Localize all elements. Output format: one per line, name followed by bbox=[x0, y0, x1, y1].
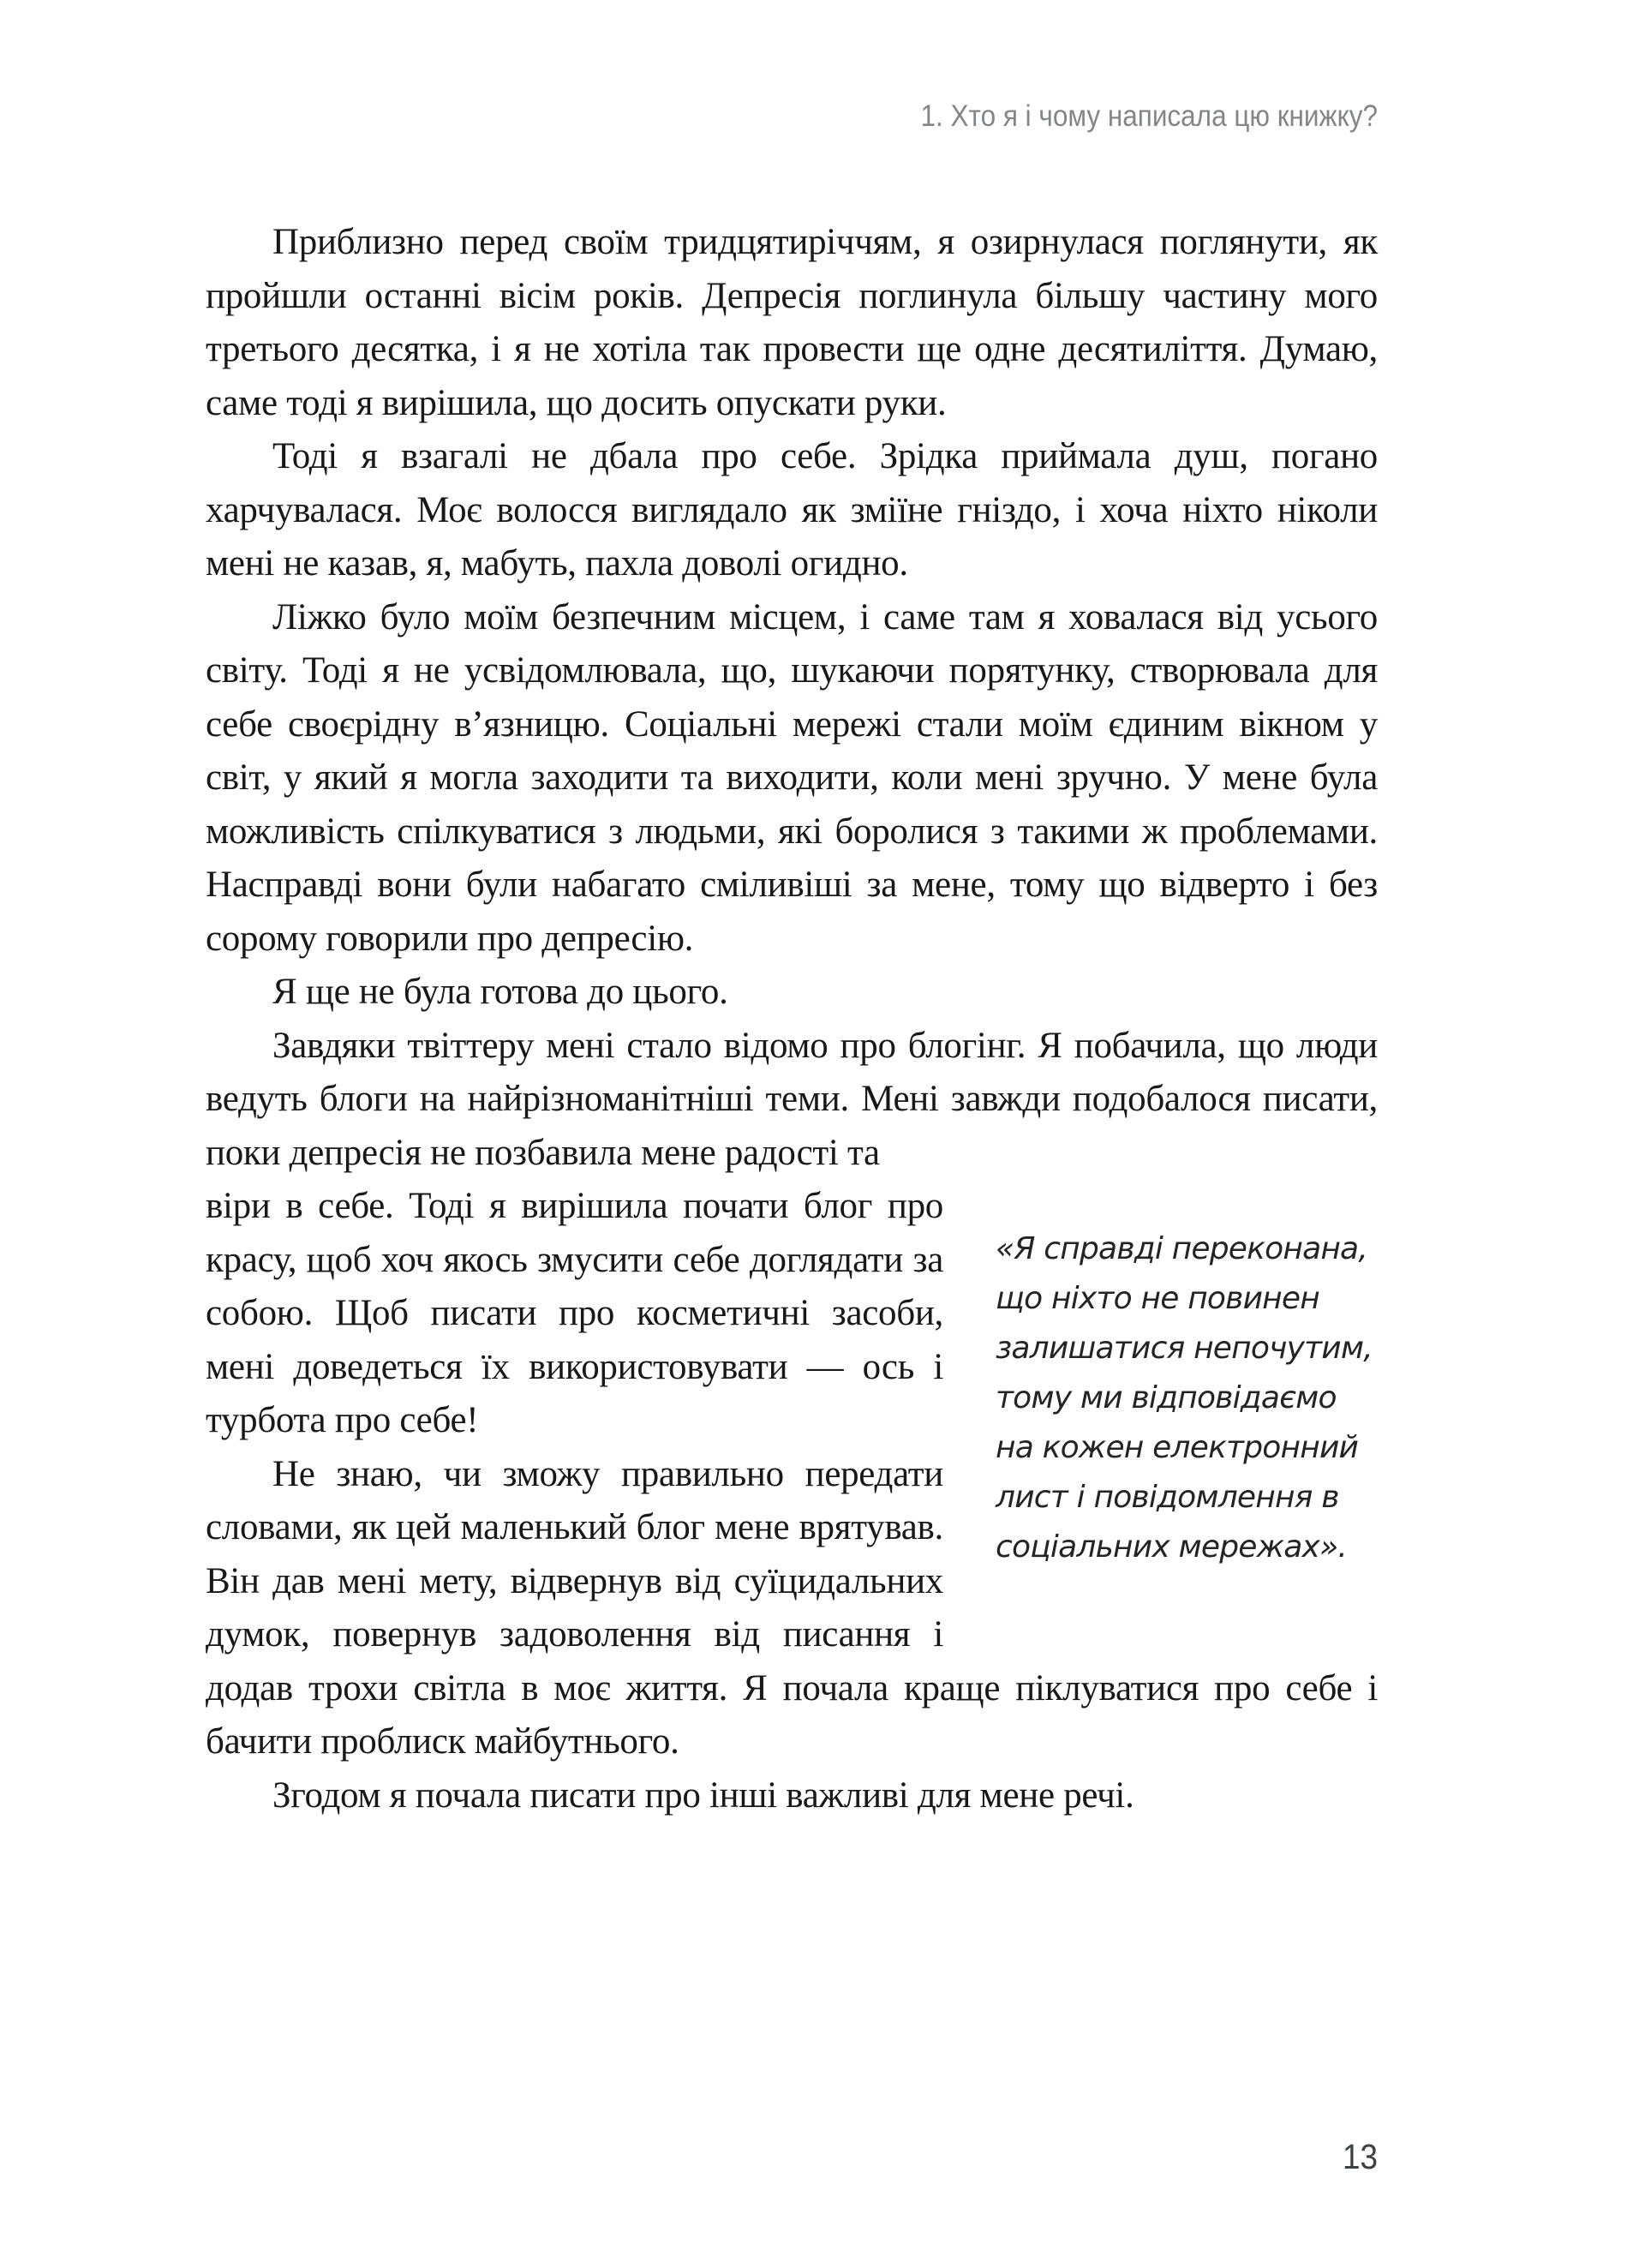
paragraph-5 bbox=[206, 1020, 1378, 1181]
paragraph-2-text: Тоді я взагалі не дбала про себе. Зрідка приймала душ, погано харчувалася. Моє волосся виглядало як зміїне гніздо, і хоча ніхто ніколи мені не казав, я, мабуть, пахла доволі огидно. bbox=[206, 436, 1378, 583]
paragraph-2 bbox=[206, 430, 1378, 591]
paragraph-1 bbox=[206, 216, 1378, 430]
paragraph-5-text: Завдяки твіттеру мені стало відомо про блогінг. Я побачила, що люди ведуть блоги на найрізноманітніші теми. Мені завжди подобалося писати, поки депресія не позбавила мене радості та bbox=[206, 1025, 1378, 1173]
text-block bbox=[206, 216, 1378, 1822]
paragraph-1-text: Приблизно перед своїм тридцятиріччям, я озирнулася поглянути, як пройшли останні вісім років. Депресія поглинула більшу частину мого третього десятка, і я не хотіла так провести ще одне десятиліття. Думаю, саме тоді я вирішила, що досить опускати руки. bbox=[206, 222, 1378, 423]
paragraph-4-text: Я ще не була готова до цього. bbox=[272, 972, 728, 1012]
paragraph-3 bbox=[206, 591, 1378, 966]
paragraph-5-continuation-text: віри в себе. Тоді я вирішила почати блог про красу, щоб хоч якось змусити себе доглядати за собою. Щоб писати про косметичні засоби, мені доведеться їх використовувати — ось і турбота про себе! bbox=[206, 1186, 943, 1440]
paragraph-3-text: Ліжко було моїм безпечним місцем, і саме там я ховалася від усього світу. Тоді я не усвідомлювала, що, шукаючи порятунку, створювала для себе своєрідну в’язницю. Соціальні мережі стали моїм єдиним вікном у світ, у який я могла заходити та виходити, коли мені зручно. У мене була можливість спілкуватися з людьми, які боролися з такими ж проблемами. Насправді вони були набагато сміливіші за мене, тому що відверто і без сорому говорили про депресію. bbox=[206, 596, 1378, 959]
paragraph-6-text: Не знаю, чи зможу правильно передати словами, як цей маленький блог мене врятував. Він дав мені мету, відвернув від суїцидальних думок, повернув задоволення від писання і додав трохи світла в моє життя. Я почала краще піклуватися про себе і бачити проблиск майбутнього. bbox=[206, 1453, 1378, 1762]
page-number: 13 bbox=[1342, 2137, 1378, 2176]
paragraph-5-continuation bbox=[206, 1180, 1378, 1565]
pull-quote-text: «Я справді переконана, що ніхто не повинен залишатися непочутим, тому ми відповідаємо на кожен електронний лист і повідомлення в соціальних мережах». bbox=[996, 1231, 1373, 1565]
pull-quote bbox=[990, 1180, 1378, 1613]
paragraph-7-text: Згодом я почала писати про інші важливі для мене речі. bbox=[272, 1774, 1134, 1816]
paragraph-4 bbox=[206, 966, 1378, 1020]
running-head: 1. Хто я і чому написала цю книжку? bbox=[920, 99, 1378, 133]
paragraph-7 bbox=[206, 1769, 1378, 1823]
